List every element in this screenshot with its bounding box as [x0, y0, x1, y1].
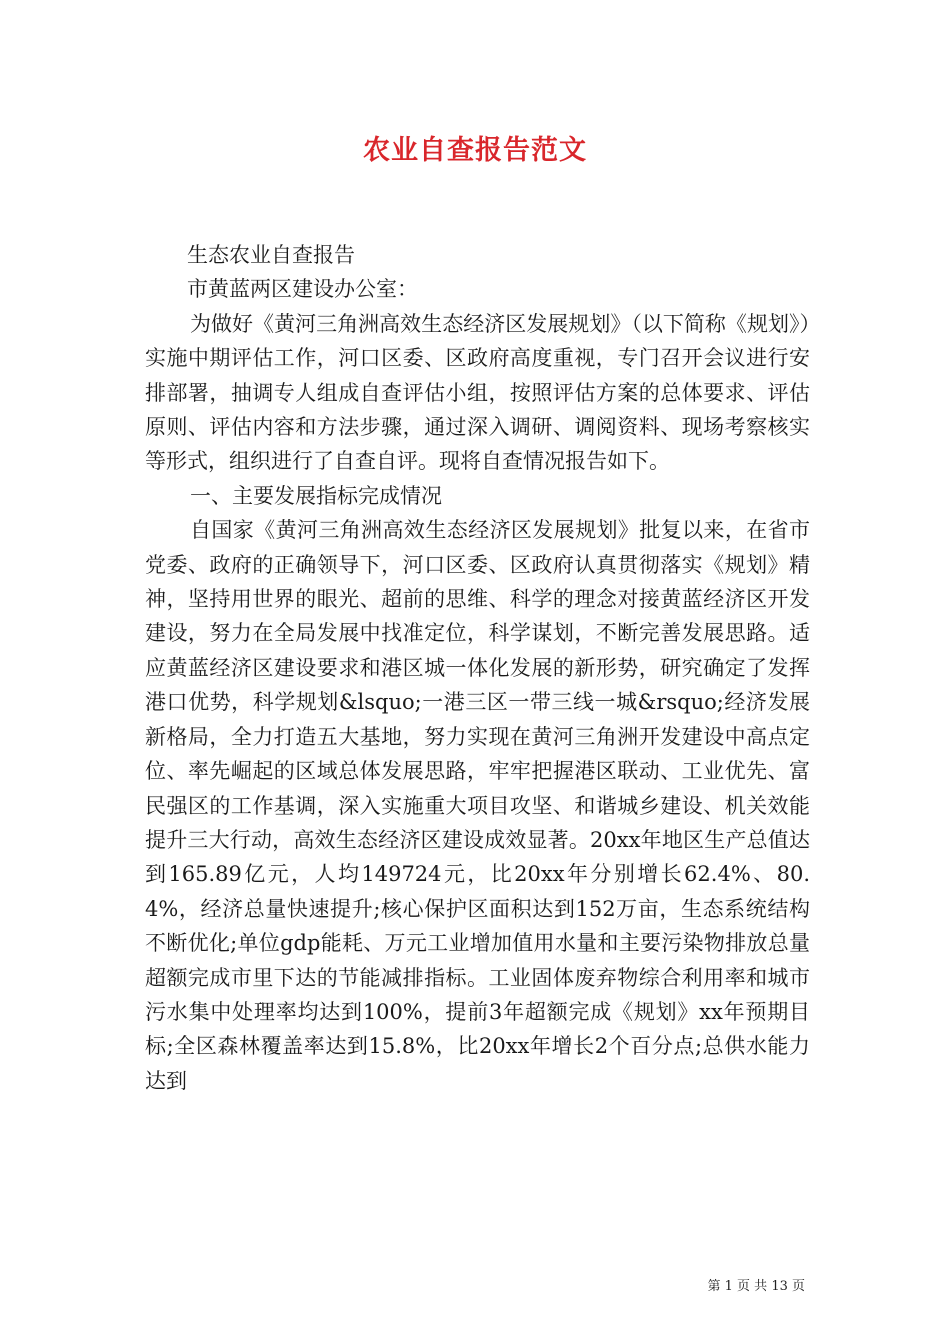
- document-title: 农业自查报告范文: [363, 135, 587, 166]
- page-number-footer: 第 1 页 共 13 页: [707, 1279, 805, 1294]
- section-paragraph: 自国家《黄河三角洲高效生态经济区发展规划》批复以来，在省市党委、政府的正确领导下，河口区委、区政府认真贯彻落实《规划》精神，坚持用世界的眼光、超前的思维、科学的理念对接黄蓝经济区开发建设，努力在全局发展中找准定位，科学谋划，不断完善发展思路。适应黄蓝经济区建设要求和港区城一体化发展的新形势，研究确定了发挥港口优势，科学规划&lsquo;一港三区一带三线一城&rsquo;经济发展新格局，全力打造五大基地，努力实现在黄河三角洲开发建设中高点定位、率先崛起的区域总体发展思路，牢牢把握港区联动、工业优先、富民强区的工作基调，深入实施重大项目攻坚、和谐城乡建设、机关效能提升三大行动，高效生态经济区建设成效显著。20xx年地区生产总值达到165.89亿元，人均149724元，比20xx年分别增长62.4%、80.4%，经济总量快速提升;核心保护区面积达到152万亩，生态系统结构不断优化;单位gdp能耗、万元工业增加值用水量和主要污染物排放总量超额完成市里下达的节能减排指标。工业固体废弃物综合利用率和城市污水集中处理率均达到100%，提前3年超额完成《规划》xx年预期目标;全区森林覆盖率达到15.8%，比20xx年增长2个百分点;总供水能力达到: [145, 518, 810, 1093]
- addressee-line: 市黄蓝两区建设办公室：: [187, 277, 418, 302]
- intro-paragraph: 为做好《黄河三角洲高效生态经济区发展规划》（以下简称《规划》）实施中期评估工作，河口区委、区政府高度重视，专门召开会议进行安排部署，抽调专人组成自查评估小组，按照评估方案的总体要求、评估原则、评估内容和方法步骤，通过深入调研、调阅资料、现场考察核实等形式，组织进行了自查自评。现将自查情况报告如下。: [145, 311, 810, 474]
- report-subtitle: 生态农业自查报告: [187, 243, 355, 267]
- document-body: [145, 238, 810, 1098]
- section-heading: 一、主要发展指标完成情况: [190, 483, 442, 508]
